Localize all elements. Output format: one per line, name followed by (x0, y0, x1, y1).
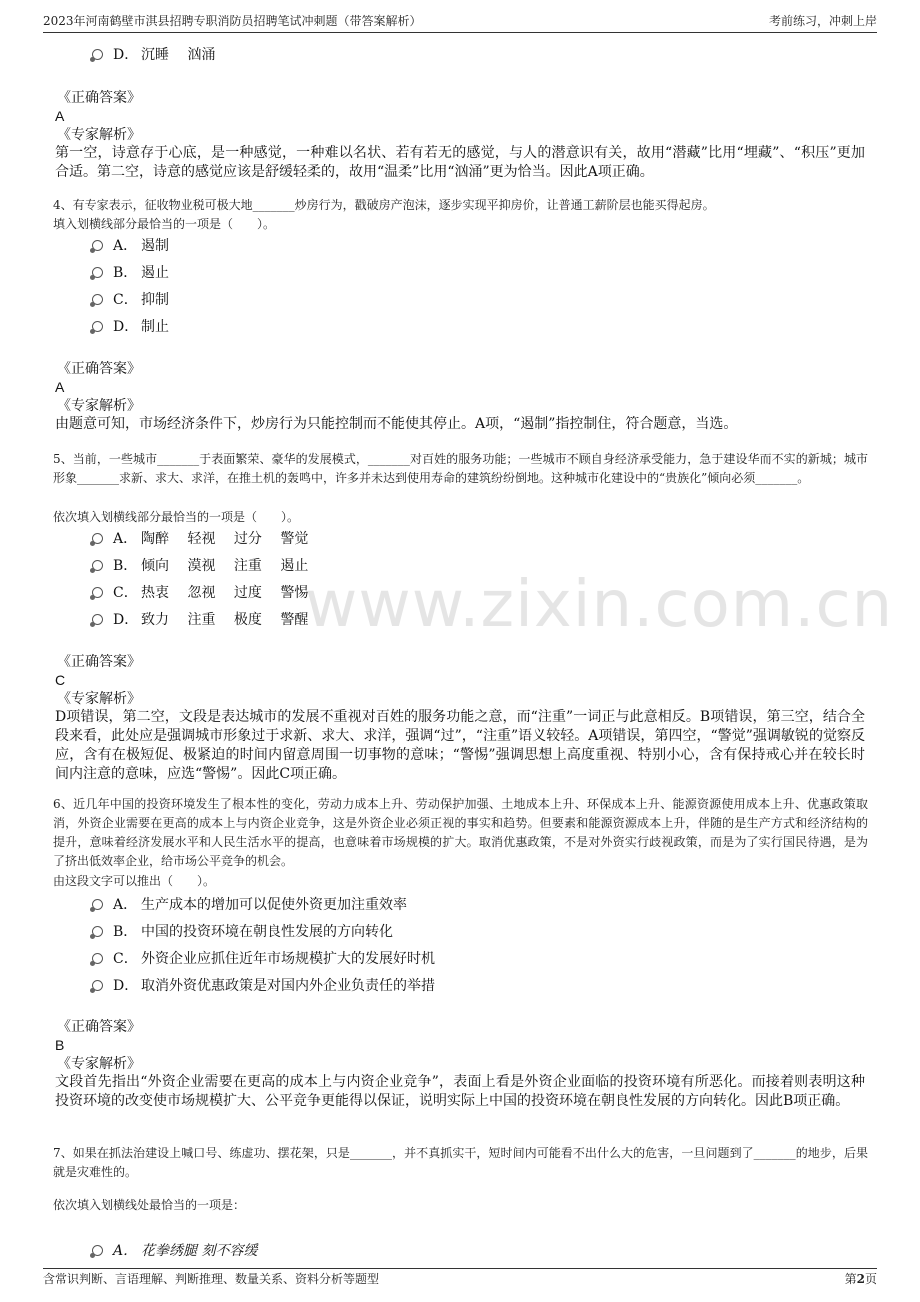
option-letter: A． (113, 531, 138, 547)
radio-icon[interactable] (92, 587, 103, 598)
footer-topics: 含常识判断、言语理解、判断推理、数量关系、资料分析等题型 (43, 1272, 380, 1286)
radio-icon[interactable] (92, 926, 103, 937)
option-q4-c[interactable] (92, 289, 169, 311)
watermark: www.zixin.com.cn (305, 568, 894, 642)
question-stem: 6、近几年中国的投资环境发生了根本性的变化，劳动力成本上升、劳动保护加强、土地成本上升、环保成本上升、能源资源使用成本上升、优惠政策取消，外资企业需要在更高的成本上与内资企业竞争，这是外资企业必须正视的事实和趋势。但要素和能源资源成本上升，伴随的是生产方式和经济结构的提升，意味着经济发展水平和人民生活水平的提高，也意味着市场规模的扩大。取消优惠政策，不是对外资实行歧视政策，而是为了实行国民待遇，是为了挤出低效率企业，给市场公平竞争的机会。 (53, 797, 868, 868)
page-header (43, 10, 877, 33)
page-number (845, 1269, 877, 1289)
question-prompt: 由这段文字可以推出（ ）。 (53, 874, 216, 888)
page-num: 2 (856, 1272, 865, 1286)
answer-value: B (55, 1037, 65, 1053)
option-letter: A． (113, 897, 138, 913)
header-slogan: 考前练习，冲刺上岸 (768, 14, 877, 28)
option-q6-a[interactable] (92, 894, 407, 916)
option-text: 陶醉 轻视 过分 警觉 (141, 531, 309, 547)
page-footer (43, 1268, 877, 1291)
analysis-label: 《专家解析》 (57, 127, 141, 143)
radio-icon[interactable] (92, 953, 103, 964)
option-letter: D． (113, 47, 139, 63)
option-text: 外资企业应抓住近年市场规模扩大的发展好时机 (141, 951, 435, 967)
question-stem: 4、有专家表示，征收物业税可极大地_______炒房行为，戳破房产泡沫，逐步实现平抑房价，让普通工薪阶层也能买得起房。 (53, 198, 715, 212)
analysis-text: D项错误，第二空，文段是表达城市的发展不重视对百姓的服务功能之意，而“注重”一词正与此意相反。B项错误，第三空，结合全段来看，此处应是强调城市形象过于求新、求大、求洋，强调“过”，“注重”语义较轻。A项错误，第四空，“警觉”强调敏锐的觉察反应，含有在极短促、极紧迫的时间内留意周围一切事物的意味；“警惕”强调思想上高度重视、特别小心，含有保持戒心并在较长时间内注意的意味，应选“警惕”。因此C项正确。 (55, 709, 865, 782)
option-text: 致力 注重 极度 警醒 (141, 612, 309, 628)
radio-icon[interactable] (92, 980, 103, 991)
option-q6-c[interactable] (92, 948, 435, 970)
radio-icon[interactable] (92, 614, 103, 625)
option-text: 沉睡 汹涌 (141, 47, 216, 63)
header-title: 2023年河南鹤壁市淇县招聘专职消防员招聘笔试冲刺题（带答案解析） (43, 14, 422, 28)
question-prompt: 依次填入划横线部分最恰当的一项是（ ）。 (53, 510, 300, 524)
option-q5-a[interactable] (92, 528, 308, 550)
option-text: 生产成本的增加可以促使外资更加注重效率 (141, 897, 407, 913)
option-text: 中国的投资环境在朝良性发展的方向转化 (141, 924, 393, 940)
analysis-label: 《专家解析》 (57, 1056, 141, 1072)
analysis-text: 文段首先指出“外资企业需要在更高的成本上与内资企业竞争”，表面上看是外资企业面临的投资环境有所恶化。而接着则表明这种投资环境的改变使市场规模扩大、公平竞争更能得以保证，说明实际上中国的投资环境在朝良性发展的方向转化。因此B项正确。 (55, 1074, 865, 1109)
option-q3-d[interactable] (92, 44, 215, 66)
option-letter: B． (113, 265, 138, 281)
page-prefix: 第 (844, 1272, 857, 1286)
question-prompt: 填入划横线部分最恰当的一项是（ ）。 (53, 217, 276, 231)
option-text: 倾向 漠视 注重 遏止 (141, 558, 309, 574)
option-q4-d[interactable] (92, 316, 169, 338)
option-letter: C． (113, 292, 138, 308)
radio-icon[interactable] (92, 267, 103, 278)
option-q4-b[interactable] (92, 262, 169, 284)
option-text: 热衷 忽视 过度 警惕 (141, 585, 309, 601)
option-text: 花拳绣腿 刻不容缓 (141, 1243, 258, 1259)
question-stem: 7、如果在抓法治建设上喊口号、练虚功、摆花架，只是_______，并不真抓实干，短时间内可能看不出什么大的危害，一旦问题到了_______的地步，后果就是灾难性的。 (53, 1146, 868, 1179)
page-suffix: 页 (864, 1272, 877, 1286)
analysis-label: 《专家解析》 (57, 398, 141, 414)
option-q6-b[interactable] (92, 921, 393, 943)
option-q7-a[interactable] (92, 1240, 257, 1262)
option-text: 遏止 (141, 265, 169, 281)
analysis-label: 《专家解析》 (57, 691, 141, 707)
option-text: 制止 (141, 319, 169, 335)
radio-icon[interactable] (92, 321, 103, 332)
option-q4-a[interactable] (92, 235, 169, 257)
option-letter: B． (113, 558, 138, 574)
option-letter: A． (113, 1243, 138, 1259)
option-letter: C． (113, 585, 138, 601)
radio-icon[interactable] (92, 294, 103, 305)
option-q5-c[interactable] (92, 582, 308, 604)
answer-value: A (55, 379, 65, 395)
option-q6-d[interactable] (92, 975, 435, 997)
option-text: 遏制 (141, 238, 169, 254)
analysis-text: 第一空，诗意存于心底，是一种感觉，一种难以名状、若有若无的感觉，与人的潜意识有关，故用“潜藏”比用“埋藏”、“积压”更加合适。第二空，诗意的感觉应该是舒缓轻柔的，故用“温柔”比用“汹涌”更为恰当。因此A项正确。 (55, 145, 865, 180)
option-letter: D． (113, 319, 139, 335)
option-letter: D． (113, 978, 139, 994)
answer-label: 《正确答案》 (57, 1019, 141, 1035)
option-text: 取消外资优惠政策是对国内外企业负责任的举措 (141, 978, 435, 994)
answer-label: 《正确答案》 (57, 361, 141, 377)
question-stem: 5、当前，一些城市_______于表面繁荣、豪华的发展模式，_______对百姓的服务功能；一些城市不顾自身经济承受能力，急于建设华而不实的新城；城市形象_______求新、求大、求洋，在推土机的轰鸣中，许多并未达到使用寿命的建筑纷纷倒地。这种城市化建设中的“贵族化”倾向必须_______。 (53, 452, 868, 485)
radio-icon[interactable] (92, 533, 103, 544)
radio-icon[interactable] (92, 899, 103, 910)
answer-value: A (55, 108, 65, 124)
option-letter: A． (113, 238, 138, 254)
radio-icon[interactable] (92, 240, 103, 251)
option-letter: C． (113, 951, 138, 967)
option-q5-d[interactable] (92, 609, 308, 631)
option-letter: B． (113, 924, 138, 940)
answer-label: 《正确答案》 (57, 654, 141, 670)
radio-icon[interactable] (92, 49, 103, 60)
option-text: 抑制 (141, 292, 169, 308)
radio-icon[interactable] (92, 560, 103, 571)
analysis-text: 由题意可知，市场经济条件下，炒房行为只能控制而不能使其停止。A项，“遏制”指控制住，符合题意，当选。 (55, 416, 738, 432)
answer-label: 《正确答案》 (57, 90, 141, 106)
answer-value: C (55, 672, 66, 688)
option-q5-b[interactable] (92, 555, 308, 577)
option-letter: D． (113, 612, 139, 628)
radio-icon[interactable] (92, 1245, 103, 1256)
question-prompt: 依次填入划横线处最恰当的一项是： (53, 1198, 246, 1212)
